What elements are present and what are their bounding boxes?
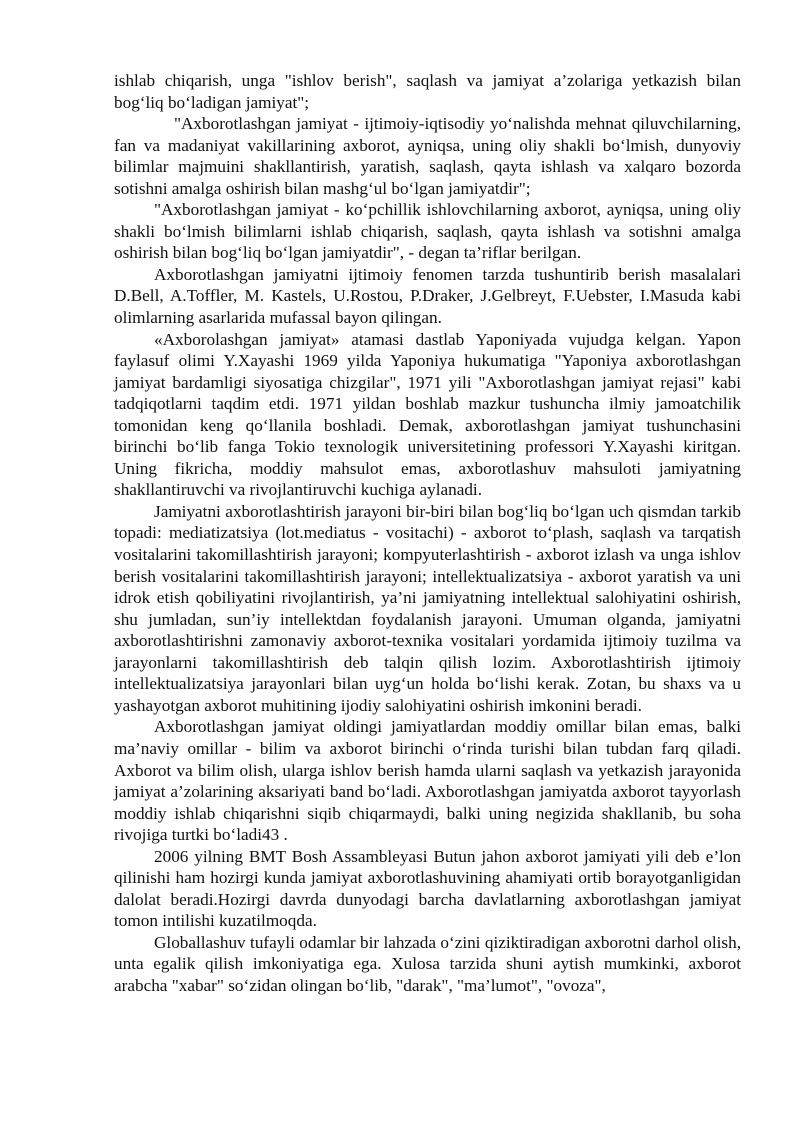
paragraph-8: 2006 yilning BMT Bosh Assambleyasi Butun jahon axborot jamiyati yili deb e’lon qilinishi ham hozirgi kunda jamiyat axborotlashuvining ahamiyati ortib borayotganligidan dalolat beradi.Hozirgi davrda dunyodagi barcha davlatlarning axborotlashgan jamiyat tomon intilishi kuzatilmoqda. bbox=[114, 846, 741, 931]
paragraph-2: "Axborotlashgan jamiyat - ijtimoiy-iqtisodiy yo‘nalishda mehnat qiluvchilarning, fan va madaniyat vakillarining axborot, ayniqsa, uning oliy shakli bo‘lmish, dunyoviy bilimlar majmuini shakllantirish, yaratish, saqlash, qayta ishlash va xalqaro bozorda sotishni amalga oshirish bilan mashg‘ul bo‘lgan jamiyatdir"; bbox=[114, 114, 741, 198]
paragraph-3: "Axborotlashgan jamiyat - ko‘pchillik ishlovchilarning axborot, ayniqsa, uning oliy shakli bo‘lmish bilimlarni ishlab chiqarish, saqlash, qayta ishlash va sotishni amalga oshirish bilan bog‘liq bo‘lgan jamiyatdir", - degan ta’riflar berilgan. bbox=[114, 200, 741, 263]
paragraph-4: Axborotlashgan jamiyatni ijtimoiy fenomen tarzda tushuntirib berish masalalari D.Bell, A.Toffler, M. Kastels, U.Rostou, P.Draker, J.Gelbreyt, F.Uebster, I.Masuda kabi olimlarning asarlarida mufassal bayon qilingan. bbox=[114, 264, 741, 328]
paragraph-7: Axborotlashgan jamiyat oldingi jamiyatlardan moddiy omillar bilan emas, balki ma’naviy omillar - bilim va axborot birinchi o‘rinda turishi bilan tubdan farq qiladi. Axborot va bilim olish, ularga ishlov berish hamda ularni saqlash va yetkazish jarayonida jamiyat a’zolarining aksariyati band bo‘ladi. Axborotlashgan jamiyatda axborot tayyorlash moddiy ishlab chiqarishni siqib chiqarmaydi, balki uning negizida shakllanib, bu soha rivojiga turtki bo‘ladi43 . bbox=[114, 717, 741, 845]
paragraph-6: Jamiyatni axborotlashtirish jarayoni bir-biri bilan bog‘liq bo‘lgan uch qismdan tarkib topadi: mediatizatsiya (lot.mediatus - vositachi) - axborot to‘plash, saqlash va tarqatish vositalarini takomillashtirish jarayoni; kompyuterlashtirish - axborot izlash va unga ishlov berish vositalarini takomillashtirish jarayoni; intellektualizatsiya - axborot yaratish va uni idrok etish qobiliyatini rivojlantirish, ya’ni jamiyatning intellektual salohiyatini oshirish, shu jumladan, sun’iy intellektdan foydalanish jarayoni. Umuman olganda, jamiyatni axborotlashtirishni zamonaviy axborot-texnika vositalari yordamida ijtimoiy tuzilma va jarayonlarni takomillashtirish deb talqin qilish lozim. Axborotlashtirish ijtimoiy intellektualizatsiya jarayonlari bilan uyg‘un holda bo‘lishi kerak. Zotan, bu shaxs va u yashayotgan axborot muhitining ijodiy salohiyatini oshirish imkonini beradi. bbox=[114, 501, 741, 715]
paragraph-9: Globallashuv tufayli odamlar bir lahzada o‘zini qiziktiradigan axborotni darhol olish, unta egalik qilish imkoniyatiga ega. Xulosa tarzida shuni aytish mumkinki, axborot arabcha "xabar" so‘zidan olingan bo‘lib, "darak", "ma’lumot", "ovoza", bbox=[114, 932, 741, 995]
paragraph-5: «Axborolashgan jamiyat» atamasi dastlab Yaponiyada vujudga kelgan. Yapon faylasuf olimi Y.Xayashi 1969 yilda Yaponiya hukumatiga "Yaponiya axborotlashgan jamiyat bardamligi siyosatiga chizgilar", 1971 yili "Axborotlashgan jamiyat rejasi" kabi tadqiqotlarni taqdim etdi. 1971 yildan boshlab mazkur tushuncha ilmiy jamoatchilik tomonidan keng qo‘llanila boshladi. Demak, axborotlashgan jamiyat tushunchasini birinchi bo‘lib fanga Tokio texnologik universitetining professori Y.Xayashi kiritgan. Uning fikricha, moddiy mahsulot emas, axborotlashuv mahsuloti jamiyatning shakllantiruvchi va rivojlantiruvchi kuchiga aylanadi. bbox=[114, 329, 741, 500]
paragraph-1: ishlab chiqarish, unga "ishlov berish", saqlash va jamiyat a’zolariga yetkazish bilan bog‘liq bo‘ladigan jamiyat"; bbox=[114, 71, 741, 112]
document-page bbox=[114, 70, 741, 997]
